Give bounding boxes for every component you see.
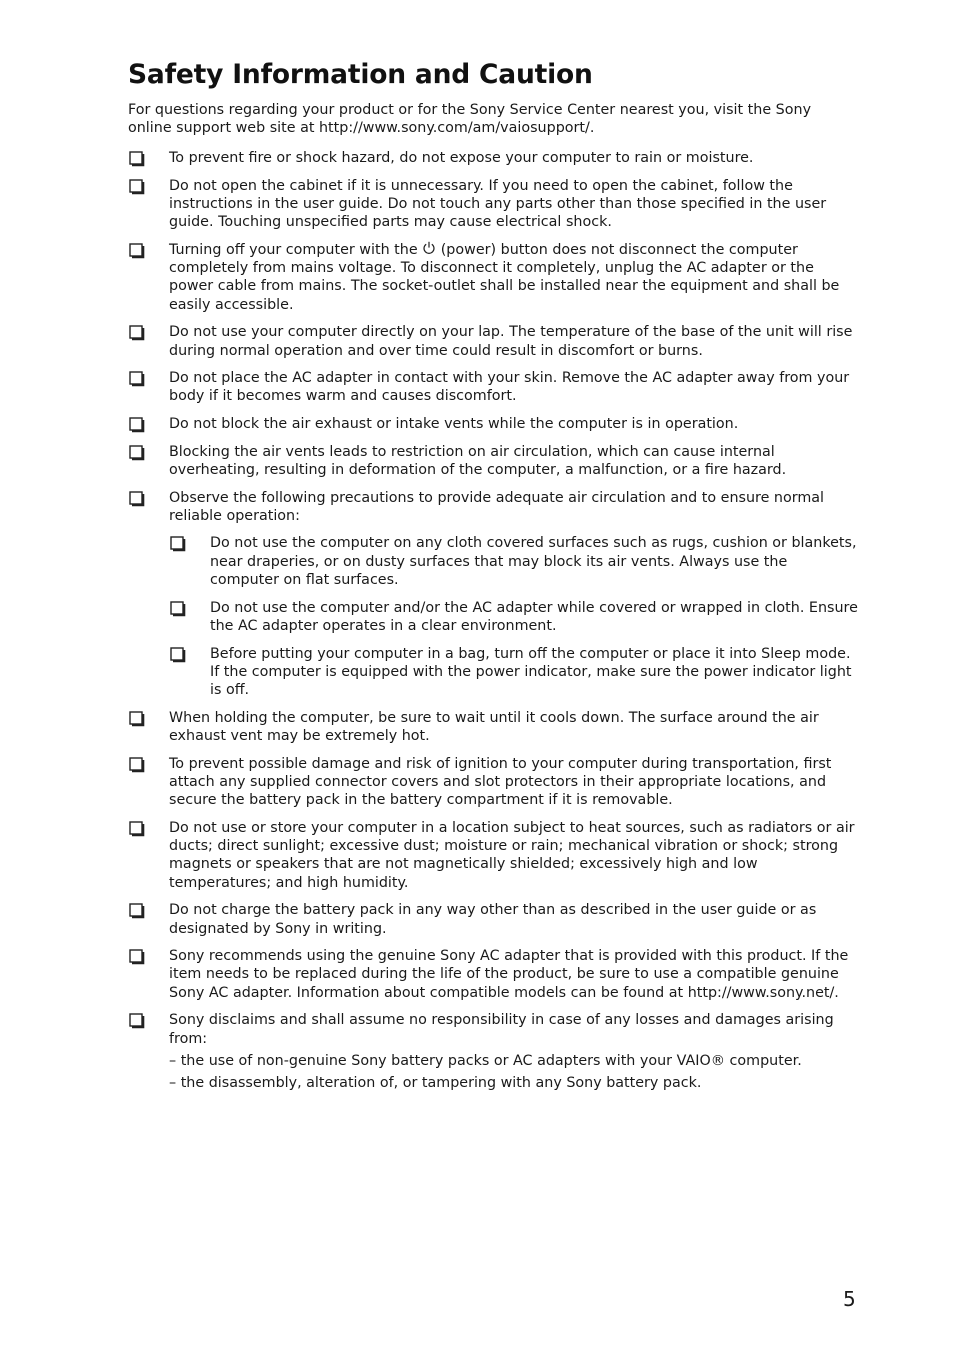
checkbox-icon — [129, 179, 145, 195]
list-item-text: Do not block the air exhaust or intake vents while the computer is in operation. — [169, 416, 739, 433]
list-item-text: To prevent fire or shock hazard, do not expose your computer to rain or moisture. — [169, 150, 754, 166]
checkbox-icon — [170, 647, 186, 663]
list-item-text: To prevent possible damage and risk of ignition to your computer during transportation, first attach any supplied connector covers and slot protectors in their appropriate locations, and secure the battery pack in the battery compartment if it is removable. — [169, 755, 832, 809]
checkbox-icon — [170, 536, 186, 552]
checkbox-icon — [129, 325, 145, 341]
sub-list-item — [169, 534, 858, 589]
sub-list-item-text: Before putting your computer in a bag, turn off the computer or place it into Sleep mode. If the computer is equipped with the power indicator, make sure the power indicator light is off. — [210, 645, 852, 699]
list-item-text: Do not place the AC adapter in contact with your skin. Remove the AC adapter away from your body if it becomes warm and causes discomfort. — [169, 370, 850, 405]
list-item — [128, 947, 858, 1002]
list-item-text-after-icon: (power) button does not disconnect the computer completely from mains voltage. To disconnect it completely, unplug the AC adapter or the power cable from mains. The socket-outlet shall be installed near the equipment and shall be easily accessible. — [169, 241, 840, 313]
list-item — [128, 241, 858, 314]
checkbox-icon — [129, 1013, 145, 1029]
list-item — [128, 489, 858, 700]
list-item-text: Do not use or store your computer in a location subject to heat sources, such as radiators or air ducts; direct sunlight; excessive dust; moisture or rain; mechanical vibration or shock; strong magnets or speakers that are not magnetically shielded; excessively high and low temperatures; and high humidity. — [169, 819, 855, 891]
sub-list-item — [169, 645, 858, 700]
safety-list — [128, 149, 858, 1102]
checkbox-icon — [129, 151, 145, 167]
list-item-text: Do not use your computer directly on your lap. The temperature of the base of the unit will rise during normal operation and over time could result in discomfort or burns. — [169, 324, 853, 359]
list-item — [128, 901, 858, 938]
list-item-text: Sony recommends using the genuine Sony AC adapter that is provided with this product. If the item needs to be replaced during the life of the product, be sure to use a compatible genuine Sony AC adapter. Information about compatible models can be found at http://www.sony.net/. — [169, 948, 849, 1001]
list-item-text — [169, 241, 858, 314]
list-item — [128, 415, 858, 433]
checkbox-icon — [129, 243, 145, 259]
checkbox-icon — [129, 821, 145, 837]
list-item-text: Do not charge the battery pack in any way other than as described in the user guide or as designated by Sony in writing. — [169, 902, 817, 937]
checkbox-icon — [129, 417, 145, 433]
dash-line: – the use of non-genuine Sony battery packs or AC adapters with your VAIO® computer. — [169, 1052, 802, 1069]
list-item — [128, 819, 858, 892]
power-icon — [422, 241, 436, 255]
page-number: 5 — [843, 1287, 856, 1311]
list-item-text: Sony disclaims and shall assume no responsibility in case of any losses and damages arising from: — [169, 1012, 834, 1047]
list-item-text: Observe the following precautions to provide adequate air circulation and to ensure normal reliable operation: — [169, 489, 825, 524]
sub-list — [169, 534, 858, 699]
checkbox-icon — [129, 903, 145, 919]
sub-list-item — [169, 599, 858, 636]
checkbox-icon — [129, 757, 145, 773]
list-item — [128, 323, 858, 360]
list-item — [128, 1011, 858, 1092]
checkbox-icon — [129, 491, 145, 507]
checkbox-icon — [129, 949, 145, 965]
checkbox-icon — [129, 711, 145, 727]
list-item — [128, 149, 858, 167]
list-item — [128, 709, 858, 746]
list-item — [128, 755, 858, 810]
sub-list-item-text: Do not use the computer on any cloth covered surfaces such as rugs, cushion or blankets, near draperies, or on dusty surfaces that may block its air vents. Always use the computer on flat surfaces. — [210, 535, 857, 589]
list-item — [128, 443, 858, 480]
list-item-text: Do not open the cabinet if it is unnecessary. If you need to open the cabinet, follow the instructions in the user guide. Do not touch any parts other than those specified in the user guide. Touching unspecified parts may cause electrical shock. — [169, 177, 827, 231]
list-item-text: Blocking the air vents leads to restriction on air circulation, which can cause internal overheating, resulting in deformation of the computer, a malfunction, or a fire hazard. — [169, 443, 787, 478]
checkbox-icon — [129, 445, 145, 461]
page-title: Safety Information and Caution — [128, 59, 593, 90]
list-item-text: When holding the computer, be sure to wait until it cools down. The surface around the air exhaust vent may be extremely hot. — [169, 709, 819, 744]
sub-list-item-text: Do not use the computer and/or the AC adapter while covered or wrapped in cloth. Ensure the AC adapter operates in a clear environment. — [210, 599, 858, 634]
dash-line: – the disassembly, alteration of, or tampering with any Sony battery pack. — [169, 1075, 702, 1092]
list-item — [128, 369, 858, 406]
intro-paragraph: For questions regarding your product or for the Sony Service Center nearest you, visit the Sony online support web site at http://www.sony.com/am/vaiosupport/. — [128, 102, 812, 137]
checkbox-icon — [129, 371, 145, 387]
checkbox-icon — [170, 601, 186, 617]
list-item — [128, 177, 858, 232]
list-item-text-before-icon: Turning off your computer with the — [169, 241, 418, 258]
